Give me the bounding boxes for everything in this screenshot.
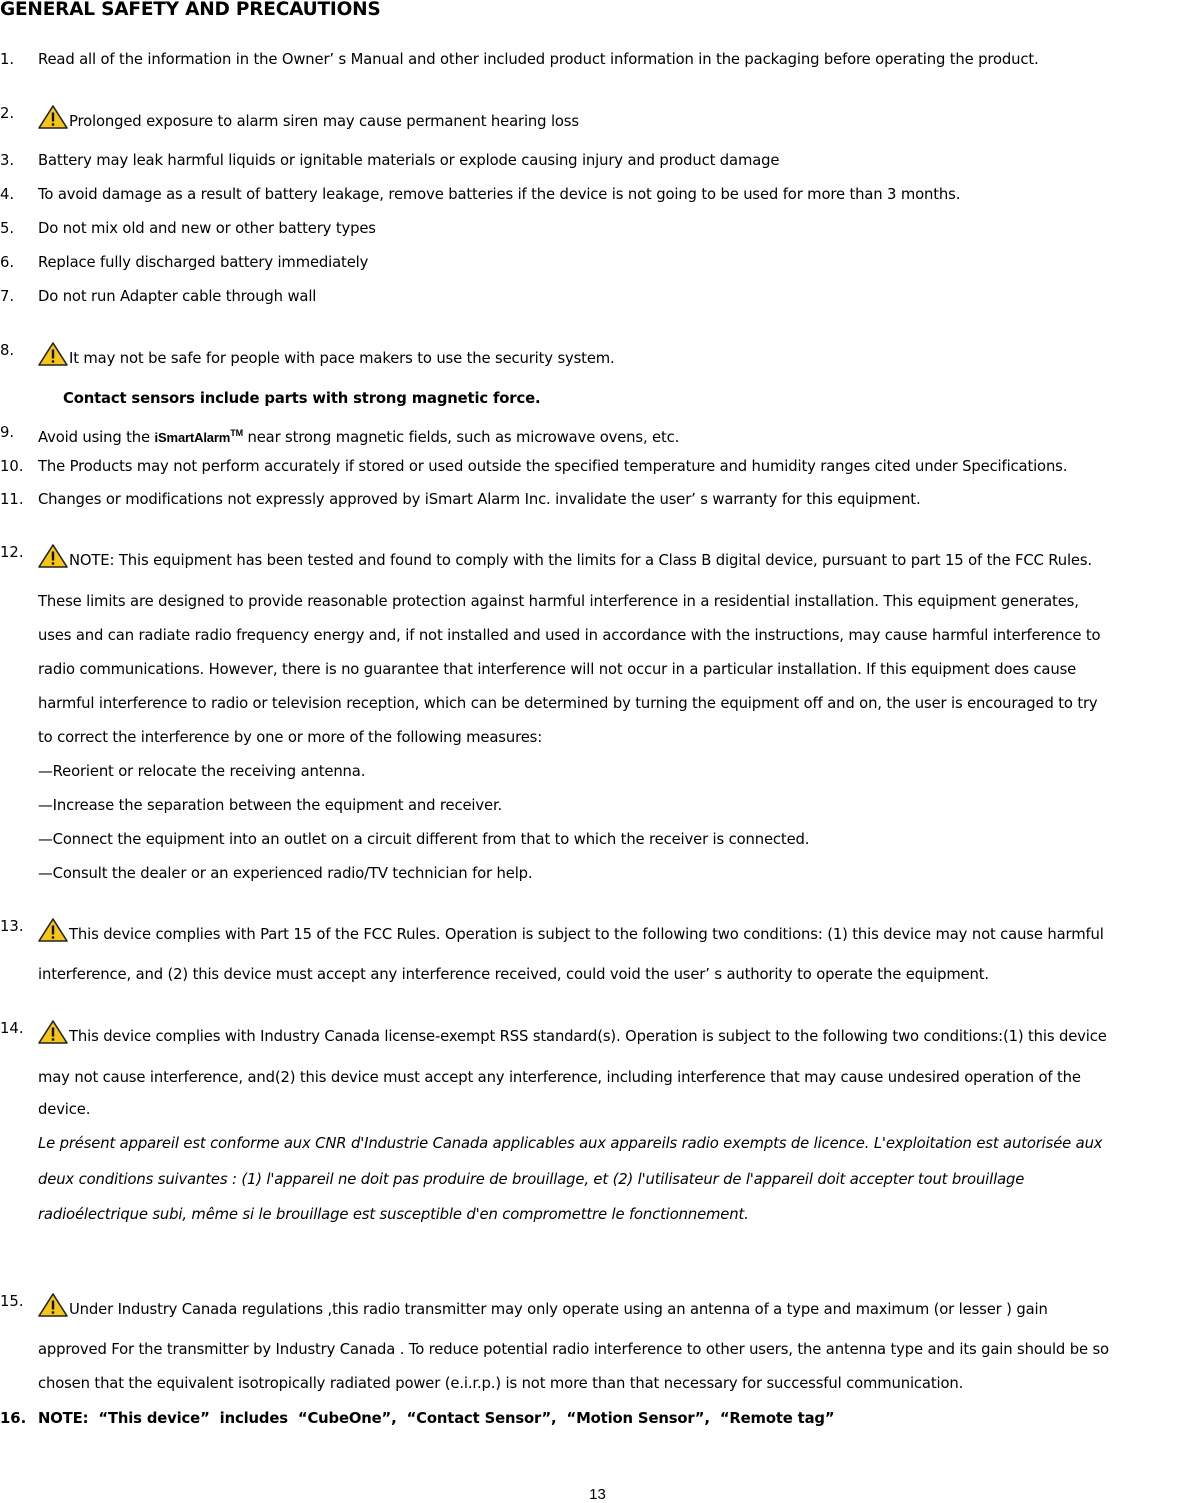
warning-triangle-icon — [38, 341, 68, 367]
item-row — [38, 1019, 1107, 1047]
item-row — [38, 104, 579, 132]
warning-triangle-icon — [38, 917, 68, 943]
paragraph-line: These limits are designed to provide reasonable protection against harmful interference in a residential installation. This equipment generates, — [38, 593, 1079, 610]
item-text: NOTE: “This device” includes “CubeOne”, “Contact Sensor”, “Motion Sensor”, “Remote tag” — [38, 1410, 835, 1427]
paragraph-line: chosen that the equivalent isotropically radiated power (e.i.r.p.) is not more than that necessary for successful communication. — [38, 1375, 964, 1392]
warning-triangle-icon — [38, 1292, 68, 1318]
paragraph-line: radio communications. However, there is no guarantee that interference will not occur in a particular installation. If this equipment does cause — [38, 661, 1077, 678]
trademark-mark: TM — [230, 428, 243, 438]
item-number: 7. — [0, 288, 15, 305]
item-row — [38, 341, 615, 369]
item-number: 8. — [0, 342, 15, 359]
item-row — [38, 423, 679, 448]
warning-triangle-icon — [38, 543, 68, 569]
item-text: Prolonged exposure to alarm siren may cause permanent hearing loss — [69, 113, 579, 130]
french-line: radioélectrique subi, même si le brouillage est susceptible d'en compromettre le fonctionnement. — [38, 1206, 749, 1223]
warning-triangle-icon — [38, 1019, 68, 1045]
item-text: NOTE: This equipment has been tested and found to comply with the limits for a Class B digital device, pursuant to part 15 of the FCC Rules. — [69, 552, 1092, 569]
item-text: Do not run Adapter cable through wall — [38, 288, 317, 305]
item-row — [38, 917, 1104, 945]
item-text: This device complies with Part 15 of the FCC Rules. Operation is subject to the following two conditions: (1) this device may not cause harmful — [69, 926, 1104, 943]
measure-line: —Connect the equipment into an outlet on a circuit different from that to which the receiver is connected. — [38, 831, 810, 848]
item-row — [38, 1292, 1048, 1320]
item-number: 9. — [0, 424, 15, 441]
brand-name — [155, 430, 243, 445]
paragraph-line: approved For the transmitter by Industry Canada . To reduce potential radio interference to other users, the antenna type and its gain should be so — [38, 1341, 1109, 1358]
item-number: 5. — [0, 220, 15, 237]
item-number: 12. — [0, 544, 24, 561]
french-line: deux conditions suivantes : (1) l'appareil ne doit pas produire de brouillage, et (2) l'utilisateur de l'appareil doit accepter tout brouillage — [38, 1171, 1025, 1188]
item-subnote: Contact sensors include parts with strong magnetic force. — [63, 390, 541, 407]
measure-line: —Increase the separation between the equipment and receiver. — [38, 797, 503, 814]
paragraph-line: device. — [38, 1101, 91, 1118]
item-text: The Products may not perform accurately if stored or used outside the specified temperature and humidity ranges cited under Specifications. — [38, 458, 1068, 475]
paragraph-line: may not cause interference, and(2) this device must accept any interference, including interference that may cause undesired operation of the — [38, 1069, 1081, 1086]
item-text-post: near strong magnetic fields, such as microwave ovens, etc. — [242, 429, 680, 446]
item-number: 13. — [0, 918, 24, 935]
item-number: 1. — [0, 51, 15, 68]
item-text: To avoid damage as a result of battery leakage, remove batteries if the device is not going to be used for more than 3 months. — [38, 186, 961, 203]
item-text: Do not mix old and new or other battery types — [38, 220, 376, 237]
page-number: 13 — [589, 1486, 606, 1503]
page-title: GENERAL SAFETY AND PRECAUTIONS — [0, 0, 381, 20]
item-number: 15. — [0, 1293, 24, 1310]
item-number: 2. — [0, 105, 15, 122]
item-number: 10. — [0, 458, 24, 475]
item-number: 14. — [0, 1020, 24, 1037]
item-text: This device complies with Industry Canada license-exempt RSS standard(s). Operation is subject to the following two conditions:(1) this device — [69, 1028, 1107, 1045]
item-number: 4. — [0, 186, 15, 203]
measure-line: —Reorient or relocate the receiving antenna. — [38, 763, 366, 780]
item-number: 6. — [0, 254, 15, 271]
item-row — [38, 543, 1092, 571]
item-text: Replace fully discharged battery immediately — [38, 254, 369, 271]
item-text: Read all of the information in the Owner’ s Manual and other included product information in the packaging before operating the product. — [38, 51, 1039, 68]
item-text: Under Industry Canada regulations ,this radio transmitter may only operate using an antenna of a type and maximum (or lesser ) gain — [69, 1301, 1048, 1318]
french-line: Le présent appareil est conforme aux CNR d'Industrie Canada applicables aux appareils radio exempts de licence. L'exploitation est autorisée aux — [38, 1135, 1103, 1152]
item-text-pre: Avoid using the — [38, 429, 155, 446]
paragraph-line: interference, and (2) this device must accept any interference received, could void the user’ s authority to operate the equipment. — [38, 966, 989, 983]
warning-triangle-icon — [38, 104, 68, 130]
item-number: 11. — [0, 491, 24, 508]
item-text: Battery may leak harmful liquids or ignitable materials or explode causing injury and product damage — [38, 152, 780, 169]
brand-label: iSmartAlarm — [154, 430, 231, 445]
item-text: It may not be safe for people with pace makers to use the security system. — [69, 350, 615, 367]
item-text: Changes or modifications not expressly approved by iSmart Alarm Inc. invalidate the user’ s warranty for this equipment. — [38, 491, 921, 508]
item-number: 16. — [0, 1410, 27, 1427]
item-number: 3. — [0, 152, 15, 169]
paragraph-line: uses and can radiate radio frequency energy and, if not installed and used in accordance with the instructions, may cause harmful interference to — [38, 627, 1101, 644]
measure-line: —Consult the dealer or an experienced radio/TV technician for help. — [38, 865, 533, 882]
paragraph-line: harmful interference to radio or television reception, which can be determined by turning the equipment off and on, the user is encouraged to try — [38, 695, 1098, 712]
paragraph-line: to correct the interference by one or more of the following measures: — [38, 729, 543, 746]
